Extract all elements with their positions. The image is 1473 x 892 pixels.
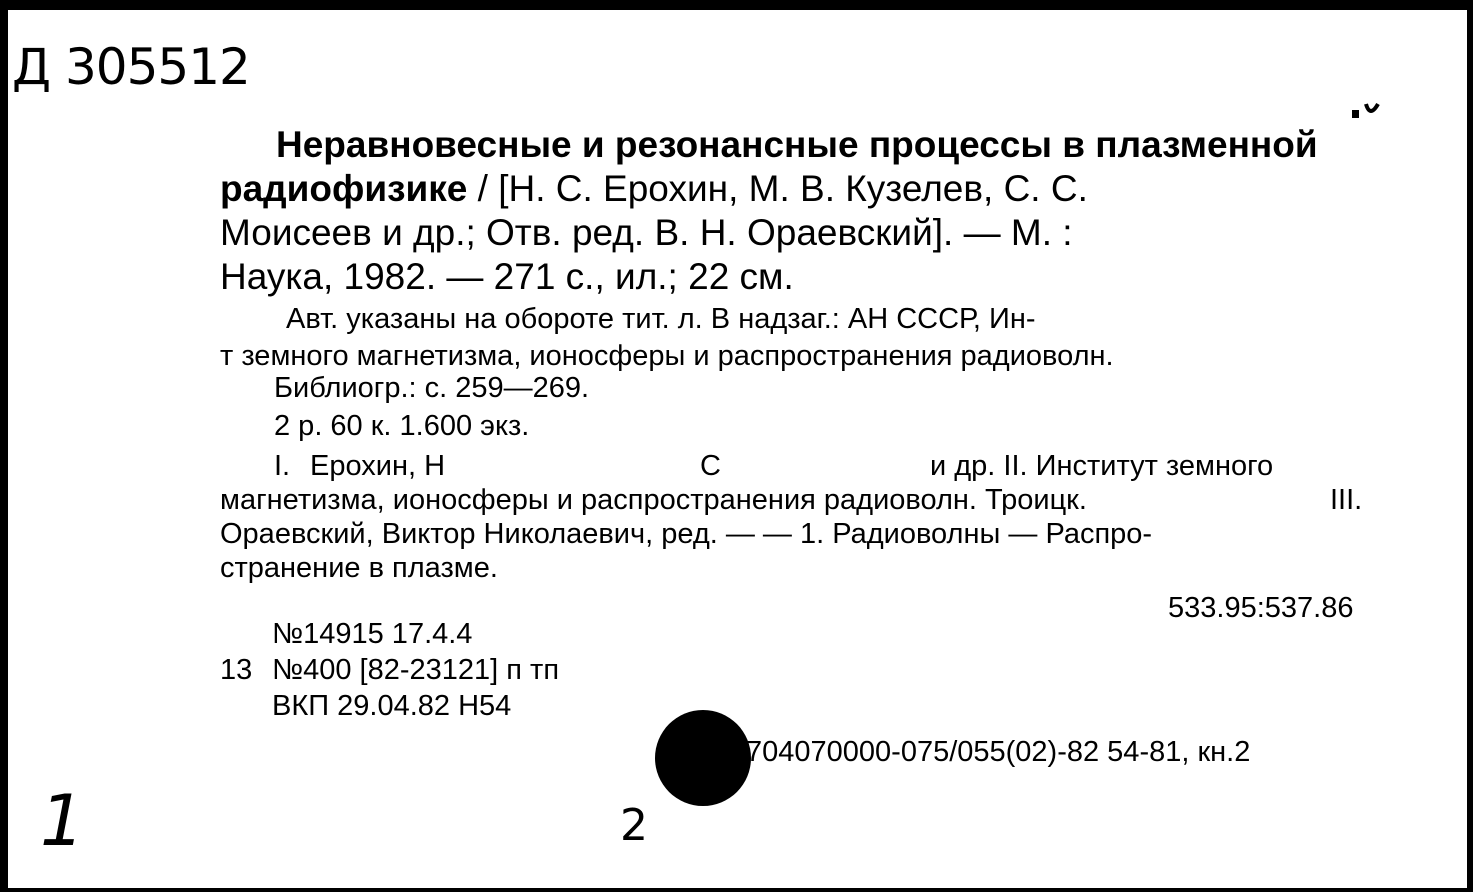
card-border-right bbox=[1467, 0, 1473, 892]
imprint-line-3: Моисеев и др.; Отв. ред. В. Н. Ораевский]. — М. : bbox=[220, 212, 1073, 253]
entries-line-1a: Ерохин, Н bbox=[310, 450, 446, 482]
register-line-1: №14915 17.4.4 bbox=[272, 618, 473, 650]
punch-hole bbox=[655, 710, 751, 806]
title-line-2 bbox=[220, 168, 1088, 210]
handwritten-mark-1: 1 bbox=[40, 780, 85, 862]
title-line-2-rest: / [Н. С. Ерохин, М. В. Кузелев, С. С. bbox=[477, 168, 1088, 209]
note-line-2: т земного магнетизма, ионосферы и распространения радиоволн. bbox=[220, 340, 1114, 372]
entries-line-2: магнетизма, ионосферы и распространения радиоволн. Троицк. bbox=[220, 484, 1087, 516]
entries-number-3: III. bbox=[1330, 484, 1363, 516]
bibliography-line: Библиогр.: с. 259—269. bbox=[274, 372, 590, 404]
title-line-1: Неравновесные и резонансные процессы в плазменной bbox=[276, 124, 1318, 165]
entries-line-3: Ораевский, Виктор Николаевич, ред. — — 1. Радиоволны — Распро- bbox=[220, 518, 1153, 550]
note-line-1: Авт. указаны на обороте тит. л. В надзаг.: АН СССР, Ин- bbox=[286, 303, 1036, 335]
publication-code: 704070000-075/055(02)-82 54-81, кн.2 bbox=[746, 736, 1251, 768]
corner-mark bbox=[1352, 100, 1380, 120]
card-border-top bbox=[0, 0, 1473, 10]
register-line-2-prefix: 13 bbox=[220, 654, 253, 686]
catalog-number: Д 305512 bbox=[12, 38, 250, 96]
title-line-2-bold: радиофизике bbox=[220, 168, 468, 209]
entries-line-4: странение в плазме. bbox=[220, 552, 498, 584]
udc-code: 533.95:537.86 bbox=[1168, 592, 1354, 624]
card-border-bottom bbox=[0, 888, 1473, 892]
register-line-3: ВКП 29.04.82 Н54 bbox=[272, 690, 512, 722]
entries-line-1b: С bbox=[700, 450, 721, 482]
imprint-line-4: Наука, 1982. — 271 с., ил.; 22 см. bbox=[220, 256, 794, 297]
register-line-2: №400 [82-23121] п тп bbox=[272, 654, 560, 686]
entries-line-1c: и др. II. Институт земного bbox=[930, 450, 1274, 482]
price-copies-line: 2 р. 60 к. 1.600 экз. bbox=[274, 410, 530, 442]
card-border-left bbox=[0, 0, 8, 892]
handwritten-mark-2: 2 bbox=[620, 800, 648, 851]
entries-number-1: I. bbox=[274, 450, 291, 482]
